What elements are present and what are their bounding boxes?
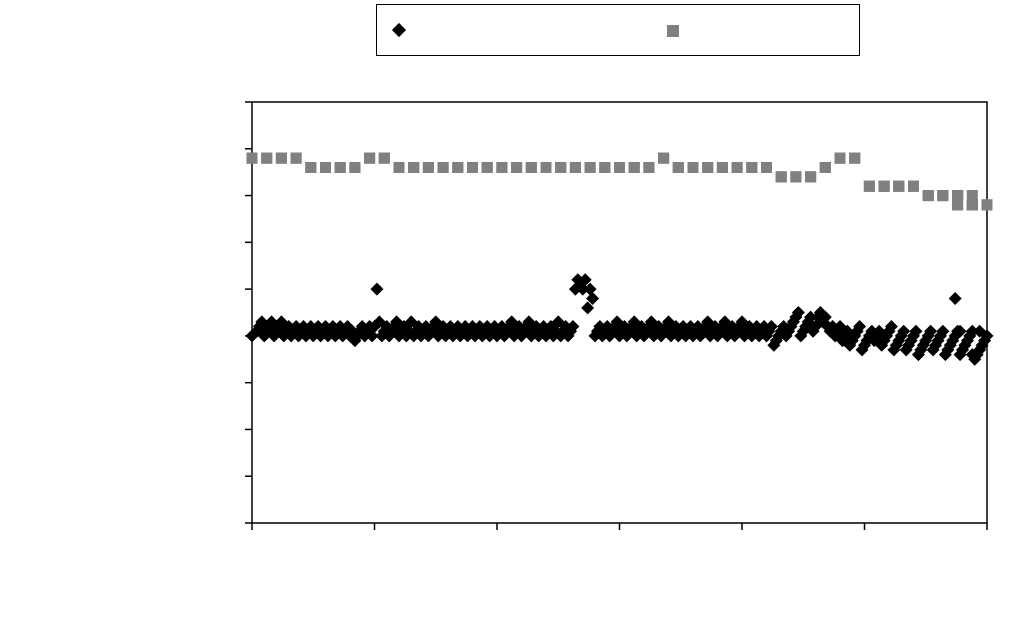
- y-axis-ticks: [213, 94, 252, 532]
- data-point-series-2: [349, 162, 360, 173]
- data-point-series-2: [379, 153, 390, 164]
- y-tick-label: 200: [212, 327, 238, 345]
- y-tick-label: 350: [212, 187, 238, 205]
- x-axis-ticks: [248, 523, 1000, 577]
- data-point-series-2: [908, 181, 919, 192]
- data-point-series-2: [835, 153, 846, 164]
- data-point-series-2: [585, 162, 596, 173]
- data-point-series-2: [408, 162, 419, 173]
- data-point-series-2: [893, 181, 904, 192]
- data-point-series-2: [452, 162, 463, 173]
- x-tick-label: 150: [606, 560, 633, 577]
- data-point-series-2: [394, 162, 405, 173]
- data-point-series-2: [967, 190, 978, 201]
- x-tick-label: 250: [851, 560, 878, 577]
- data-point-series-2: [541, 162, 552, 173]
- data-point-series-2: [496, 162, 507, 173]
- y-tick-label: 0: [229, 515, 238, 532]
- data-point-series-2: [879, 181, 890, 192]
- data-point-series-2: [717, 162, 728, 173]
- data-point-series-2: [247, 153, 258, 164]
- data-point-series-2: [776, 171, 787, 182]
- y-tick-label: 100: [212, 421, 238, 439]
- data-point-series-2: [952, 199, 963, 210]
- data-point-series-2: [849, 153, 860, 164]
- y-tick-label: 400: [212, 140, 238, 158]
- data-point-series-2: [805, 171, 816, 182]
- data-point-series-2: [923, 190, 934, 201]
- data-point-series-2: [555, 162, 566, 173]
- data-point-series-2: [467, 162, 478, 173]
- data-point-series-2: [261, 153, 272, 164]
- data-point-series-2: [599, 162, 610, 173]
- y-tick-label: 300: [212, 234, 238, 252]
- data-point-series-2: [761, 162, 772, 173]
- y-tick-label: 150: [212, 374, 238, 392]
- legend: [376, 4, 860, 56]
- data-point-series-2: [438, 162, 449, 173]
- data-point-series-2: [746, 162, 757, 173]
- x-tick-label: 0: [247, 560, 257, 577]
- data-point-series-2: [511, 162, 522, 173]
- data-point-series-2: [614, 162, 625, 173]
- data-point-series-2: [982, 199, 993, 210]
- y-tick-label: 250: [212, 281, 238, 299]
- data-point-series-2: [688, 162, 699, 173]
- data-point-series-2: [643, 162, 654, 173]
- x-tick-label: 300: [974, 560, 1000, 577]
- data-point-series-2: [305, 162, 316, 173]
- data-point-series-2: [276, 153, 287, 164]
- data-point-series-2: [820, 162, 831, 173]
- data-point-series-2: [320, 162, 331, 173]
- x-tick-label: 200: [729, 560, 755, 577]
- data-point-series-2: [790, 171, 801, 182]
- data-point-series-2: [864, 181, 875, 192]
- legend-label-series-1: Series 1: [423, 20, 479, 37]
- legend-label-series-2: Series 2: [693, 20, 749, 37]
- data-point-series-2: [526, 162, 537, 173]
- x-tick-label: 50: [366, 560, 383, 577]
- data-point-series-2: [967, 199, 978, 210]
- data-point-series-2: [629, 162, 640, 173]
- data-point-series-2: [423, 162, 434, 173]
- legend-marker-series-1: [392, 23, 406, 37]
- data-point-series-2: [702, 162, 713, 173]
- data-point-series-2: [335, 162, 346, 173]
- data-point-series-2: [732, 162, 743, 173]
- data-point-series-2: [937, 190, 948, 201]
- data-point-series-2: [673, 162, 684, 173]
- data-point-series-2: [291, 153, 302, 164]
- y-tick-label: 50: [221, 468, 238, 486]
- data-point-series-2: [658, 153, 669, 164]
- data-point-series-2: [952, 190, 963, 201]
- x-tick-label: 100: [484, 560, 510, 577]
- legend-marker-series-2: [667, 25, 679, 37]
- data-point-series-2: [570, 162, 581, 173]
- data-point-series-2: [482, 162, 493, 173]
- y-tick-label: 450: [212, 94, 238, 111]
- data-point-series-2: [364, 153, 375, 164]
